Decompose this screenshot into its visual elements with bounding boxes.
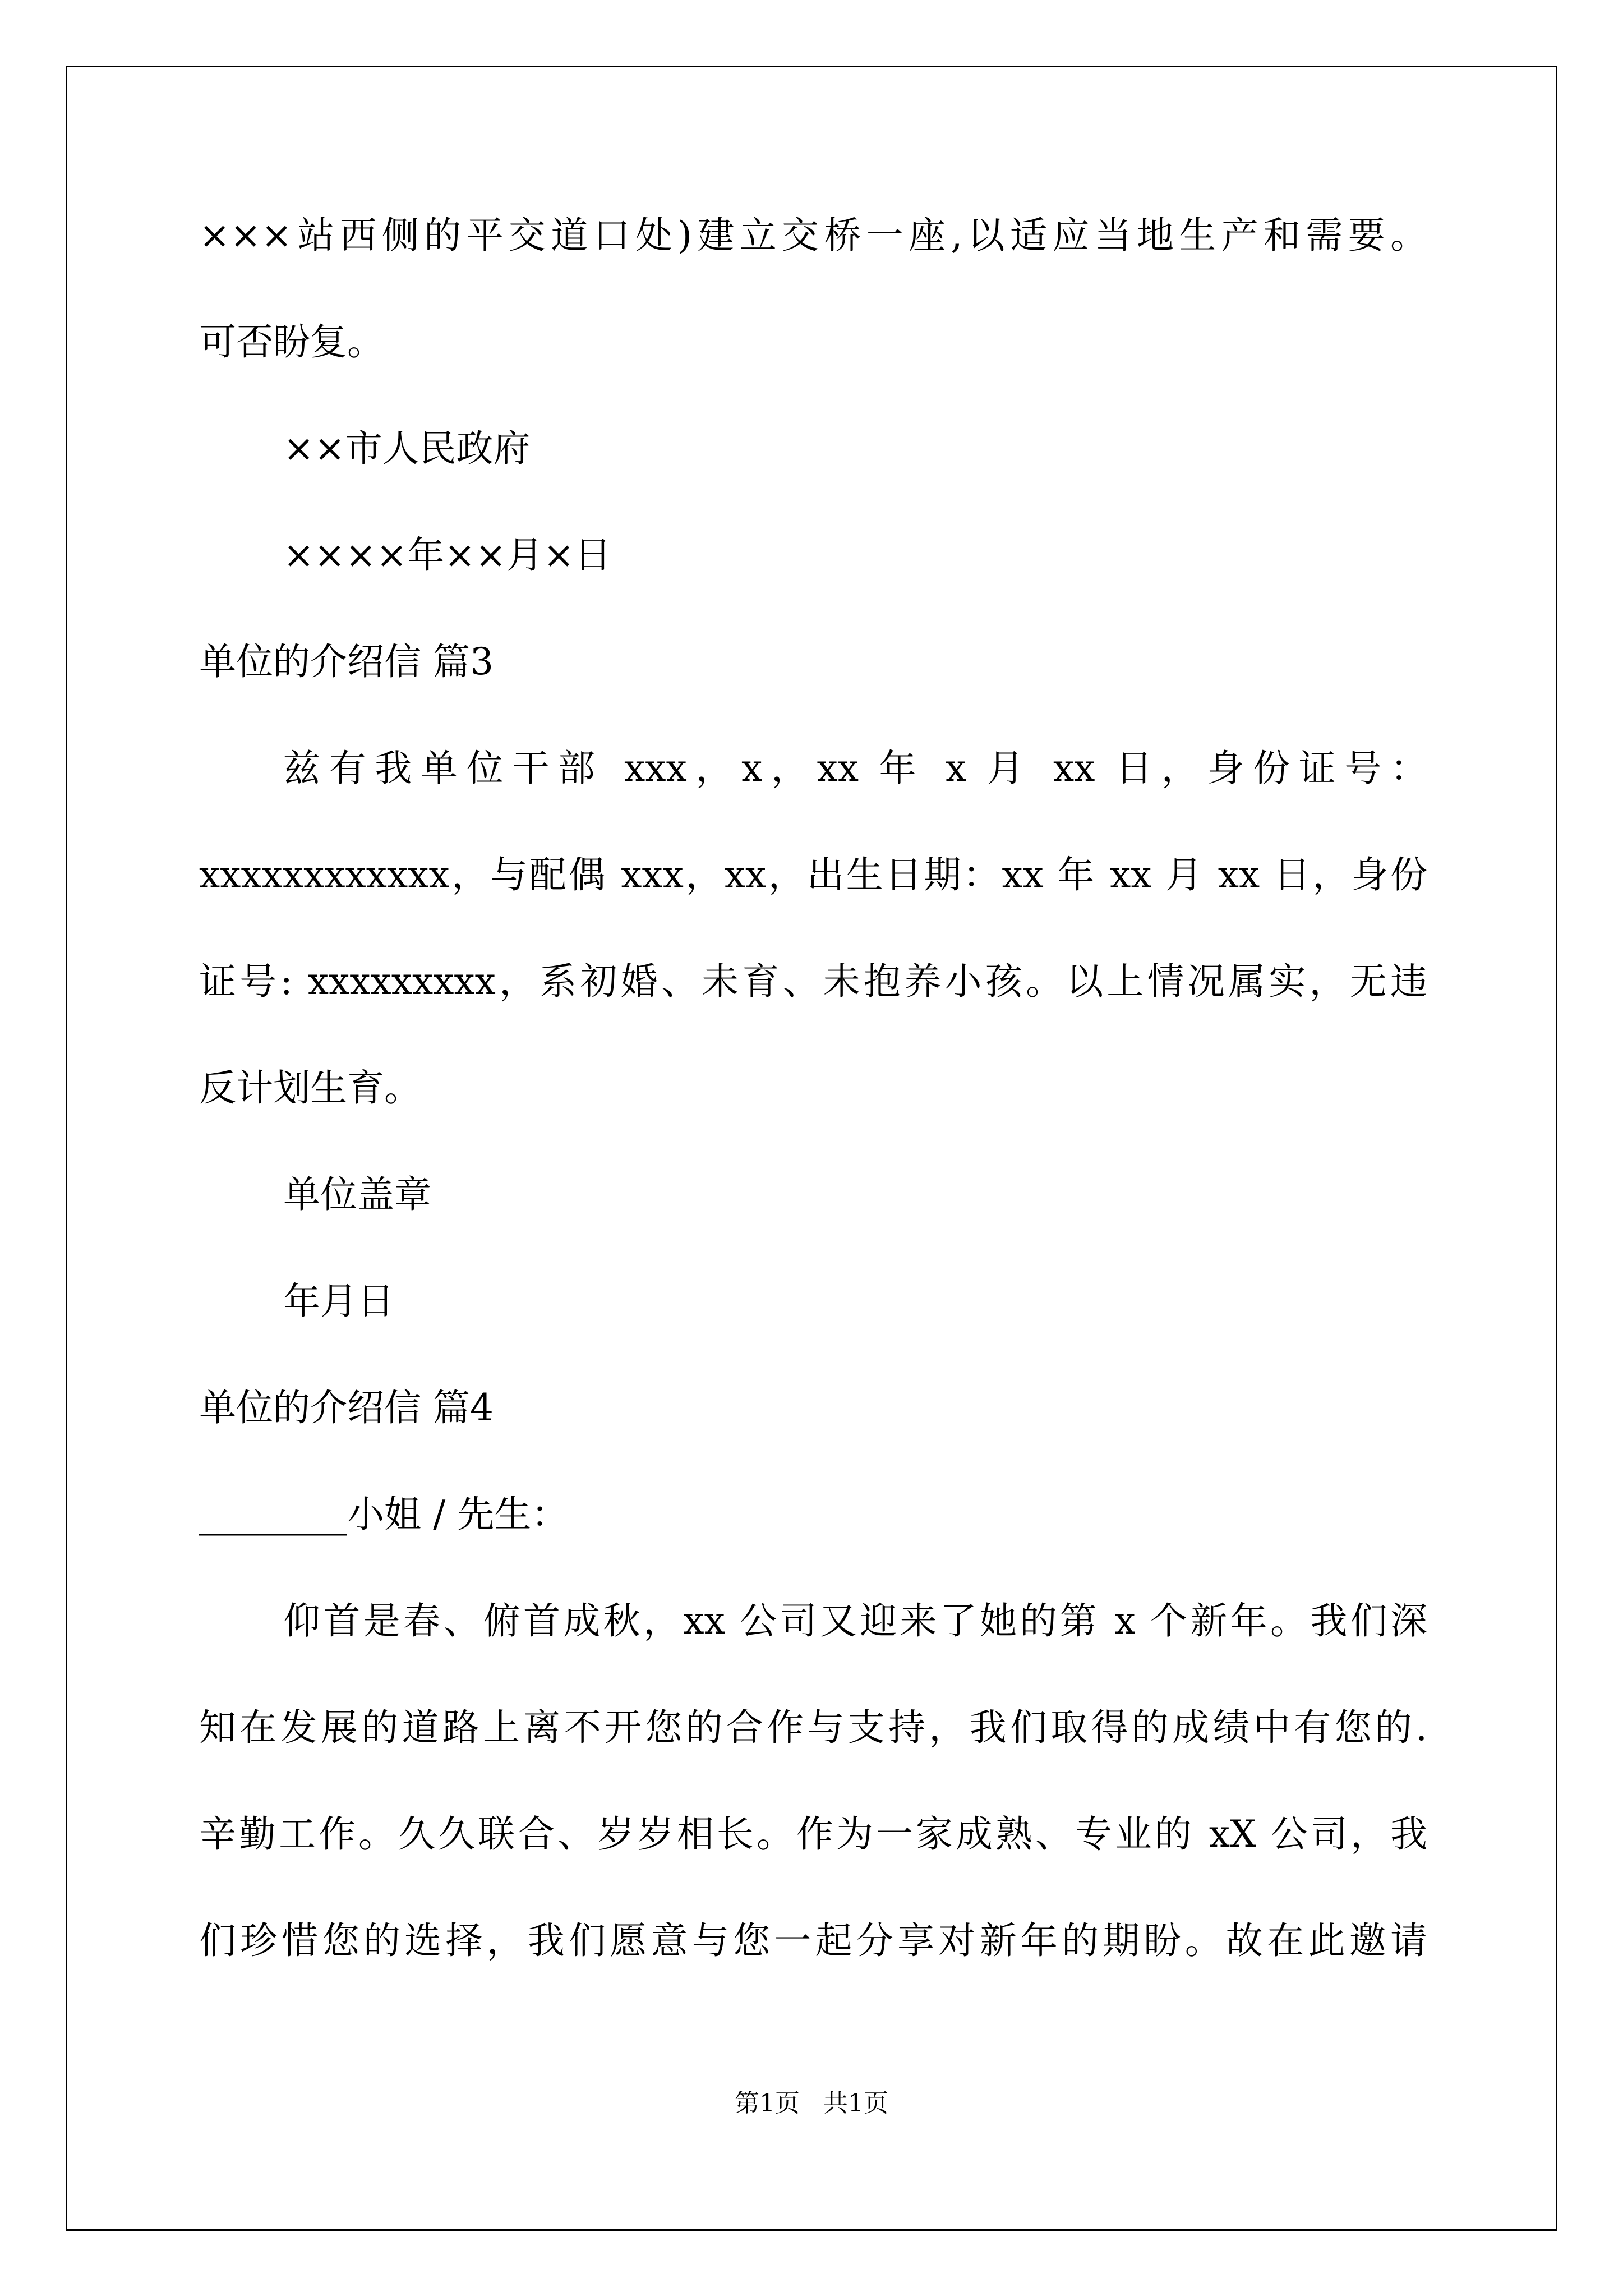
- body-line-3-4: 反计划生育。: [199, 1066, 421, 1110]
- page-footer: 第1页 共1页: [735, 2089, 888, 2118]
- salutation: ________小姐 / 先生：: [199, 1493, 569, 1536]
- section-heading-3: 单位的介绍信 篇3: [199, 640, 494, 683]
- signature-government: ××市人民政府: [283, 427, 531, 470]
- signature-date: ××××年××月×日: [283, 533, 612, 577]
- body-line-3-2: xxxxxxxxxxxx，与配偶 xxx，xx，出生日期：xx 年 xx 月 xx 日，身份: [199, 853, 1427, 896]
- section-heading-4: 单位的介绍信 篇4: [199, 1386, 494, 1429]
- body-line-4-4: 们珍惜您的选择，我们愿意与您一起分享对新年的期盼。故在此邀请: [199, 1919, 1427, 1962]
- body-line-3-1: 兹有我单位干部 xxx，x，xx 年 x 月 xx 日，身份证号：: [283, 747, 1427, 790]
- body-line-4-1: 仰首是春、俯首成秋，xx 公司又迎来了她的第 x 个新年。我们深: [283, 1599, 1427, 1642]
- body-line-4-2: 知在发展的道路上离不开您的合作与支持，我们取得的成绩中有您的.: [199, 1706, 1427, 1749]
- body-line-2: 可否盼复。: [199, 320, 384, 364]
- body-line-3-3: 证号: xxxxxxxxx，系初婚、未育、未抱养小孩。以上情况属实，无违: [199, 960, 1427, 1003]
- body-line-1: ×××站西侧的平交道口处)建立交桥一座,以适应当地生产和需要。: [199, 214, 1427, 257]
- page-border: [66, 66, 1557, 2231]
- signature-seal: 单位盖章: [283, 1173, 431, 1216]
- signature-date-blank: 年月日: [283, 1280, 394, 1323]
- body-line-4-3: 辛勤工作。久久联合、岁岁相长。作为一家成熟、专业的 xX 公司，我: [199, 1812, 1427, 1856]
